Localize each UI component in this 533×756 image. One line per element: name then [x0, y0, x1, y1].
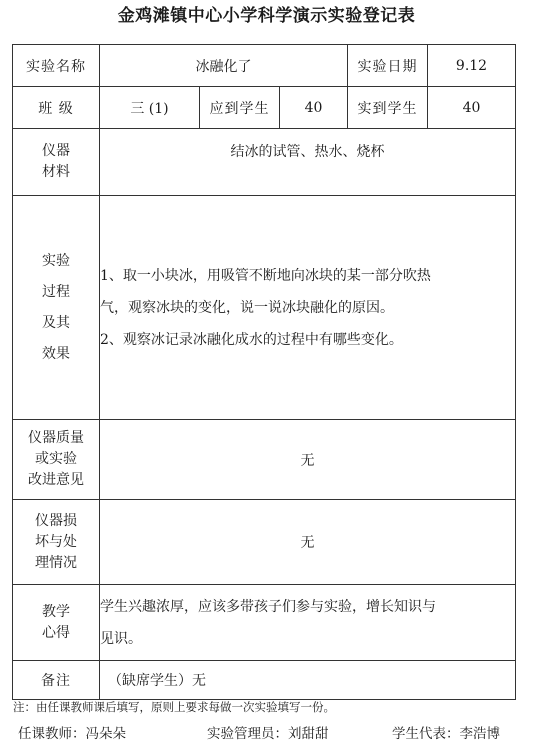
damage-value: 无	[100, 500, 516, 585]
registration-form-table	[12, 44, 516, 700]
row-quality	[13, 420, 516, 500]
process-label-line: 及其	[42, 314, 70, 331]
teacher-signature: 任课教师：冯朵朵	[18, 726, 126, 742]
process-label-line: 实验	[42, 252, 70, 269]
actual-students-label: 实到学生	[348, 87, 428, 129]
teaching-label-line: 教学	[42, 603, 70, 620]
process-label-line: 效果	[42, 345, 70, 362]
process-label-line: 过程	[42, 283, 70, 300]
experiment-name-value: 冰融化了	[100, 45, 348, 87]
teaching-line: 见识。	[100, 630, 142, 647]
process-line: 气，观察冰块的变化，说一说冰块融化的原因。	[100, 300, 394, 316]
actual-students-value: 40	[428, 87, 516, 129]
process-content	[100, 196, 516, 420]
student-rep-signature: 学生代表：李浩博	[392, 726, 500, 742]
damage-label	[13, 500, 100, 585]
teaching-line: 学生兴趣浓厚，应该多带孩子们参与实验，增长知识与	[100, 598, 436, 615]
instruments-label-line: 材料	[42, 164, 70, 180]
manager-signature: 实验管理员：刘甜甜	[207, 726, 329, 742]
quality-value: 无	[100, 420, 516, 500]
process-line: 2、观察冰记录冰融化成水的过程中有哪些变化。	[100, 332, 403, 348]
row-experiment-name	[13, 45, 516, 87]
instruments-label	[13, 129, 100, 196]
damage-label-line: 仪器损	[35, 512, 77, 529]
form-note: 注：由任课教师课后填写，原则上要求每做一次实验填写一份。	[13, 700, 335, 714]
class-label: 班 级	[13, 87, 100, 129]
row-process	[13, 196, 516, 420]
damage-label-line: 坏与处	[35, 533, 77, 550]
row-class-info	[13, 87, 516, 129]
quality-label-line: 改进意见	[28, 472, 84, 488]
quality-label-line: 或实验	[35, 451, 77, 467]
row-instruments	[13, 129, 516, 196]
row-teaching	[13, 585, 516, 661]
process-label	[13, 196, 100, 420]
damage-label-line: 理情况	[35, 554, 77, 571]
form-title: 金鸡滩镇中心小学科学演示实验登记表	[117, 6, 416, 26]
quality-label	[13, 420, 100, 500]
instruments-label-line: 仪器	[42, 143, 70, 159]
row-remarks	[13, 661, 516, 700]
experiment-name-label: 实验名称	[13, 45, 100, 87]
quality-label-line: 仪器质量	[28, 430, 84, 446]
remarks-value: （缺席学生）无	[100, 661, 516, 700]
class-value: 三 (1)	[100, 87, 200, 129]
teaching-label-line: 心得	[42, 624, 70, 641]
teaching-label	[13, 585, 100, 661]
process-line: 1、取一小块冰，用吸管不断地向冰块的某一部分吹热	[100, 268, 431, 284]
experiment-date-value: 9.12	[428, 45, 516, 87]
row-damage	[13, 500, 516, 585]
expected-students-label: 应到学生	[200, 87, 280, 129]
experiment-date-label: 实验日期	[348, 45, 428, 87]
remarks-label: 备注	[13, 661, 100, 700]
teaching-content	[100, 585, 516, 661]
expected-students-value: 40	[280, 87, 348, 129]
signature-footer	[0, 720, 533, 744]
instruments-value: 结冰的试管、热水、烧杯	[100, 129, 516, 196]
